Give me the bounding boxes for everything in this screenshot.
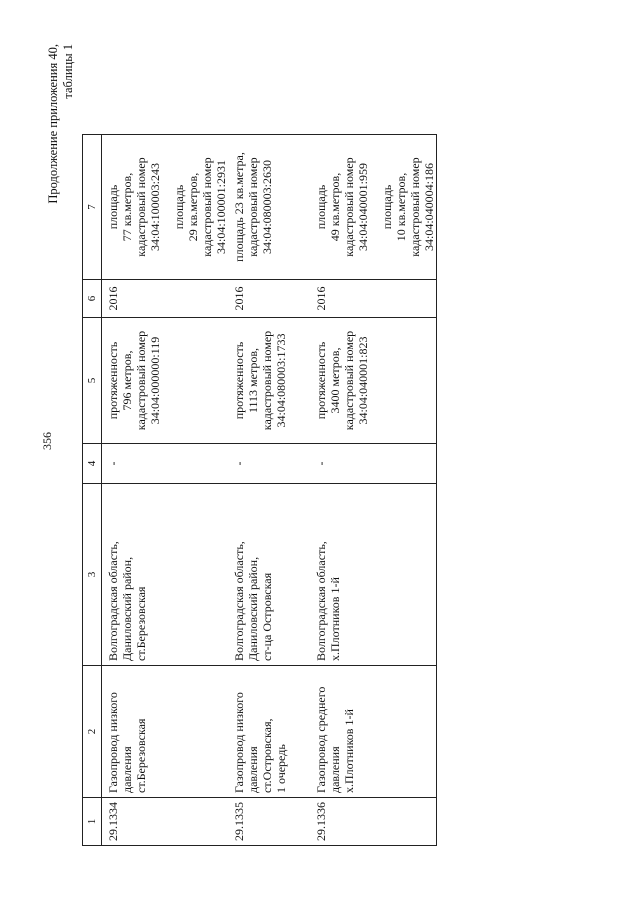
year: 2016	[228, 280, 310, 318]
land-plot-line: площадь 23 кв.метра,	[232, 152, 246, 262]
object-length	[310, 318, 437, 444]
object-address-line: Волгоградская область,	[314, 541, 328, 661]
row-number: 29.1334	[102, 798, 229, 846]
object-length-line: кадастровый номер	[342, 330, 356, 431]
land-plot-line: кадастровый номер	[246, 157, 260, 257]
col-header: 7	[83, 135, 102, 280]
object-length-line: 34:04:040001:823	[356, 336, 370, 425]
object-length-line: 34:04:000000:119	[148, 336, 162, 425]
object-address	[310, 484, 437, 666]
year: 2016	[310, 280, 437, 318]
object-name	[102, 666, 229, 798]
object-length-line: кадастровый номер	[260, 330, 274, 431]
object-length-line: 1113 метров,	[246, 347, 260, 414]
land-plots	[310, 135, 437, 280]
object-length-line: кадастровый номер	[134, 330, 148, 431]
table-heading	[46, 44, 76, 204]
heading-line-1: Продолжение приложения 40,	[46, 44, 60, 204]
land-plot-line: кадастровый номер	[408, 157, 422, 257]
col-header: 6	[83, 280, 102, 318]
table-row	[102, 135, 229, 846]
land-plot-line: кадастровый номер	[134, 157, 148, 257]
year: 2016	[102, 280, 229, 318]
object-length-line: протяженность	[232, 341, 246, 420]
page-number: 356	[40, 432, 54, 450]
object-name	[228, 666, 310, 798]
object-length-line: 34:04:080003:1733	[274, 333, 288, 428]
land-plot-line: 34:04:040001:959	[356, 163, 370, 252]
table-row	[310, 135, 437, 846]
col-header: 4	[83, 444, 102, 484]
object-name-line: Газопровод низкого	[106, 692, 120, 793]
land-plot-line: 77 кв.метров,	[120, 172, 134, 242]
object-length-line: протяженность	[106, 341, 120, 420]
land-plot-line: кадастровый номер	[200, 157, 214, 257]
column-4-value: -	[228, 444, 310, 484]
col-header: 1	[83, 798, 102, 846]
object-address-line: Волгоградская область,	[232, 541, 246, 661]
land-plot-line: площадь	[172, 184, 186, 230]
object-address-line: ст-ца Островская	[260, 572, 274, 661]
column-number-row	[83, 135, 102, 846]
object-length	[228, 318, 310, 444]
land-plot-line: 34:04:040004:186	[422, 163, 436, 252]
land-plots	[102, 135, 229, 280]
object-name-line: ст.Островская,	[260, 718, 274, 793]
land-plot-note	[106, 139, 162, 275]
land-plot-line: 10 кв.метров,	[394, 172, 408, 242]
object-name-line: х.Плотников 1-й	[342, 709, 356, 793]
land-plot-note	[172, 139, 228, 275]
land-plot-note	[314, 139, 370, 275]
land-plot-line: 34:04:100003:243	[148, 163, 162, 252]
object-name-line: Газопровод среднего	[314, 686, 328, 793]
land-plot-line: 34:04:080003:2630	[260, 160, 274, 255]
land-plots	[228, 135, 310, 280]
object-address-line: х.Плотников 1-й	[328, 577, 342, 661]
land-plot-line: кадастровый номер	[342, 157, 356, 257]
object-name-line: давления	[328, 746, 342, 793]
object-address-line: Даниловский район,	[120, 556, 134, 661]
object-name-line: давления	[120, 746, 134, 793]
land-plot-line: площадь	[106, 184, 120, 230]
object-length-line: протяженность	[314, 341, 328, 420]
land-plot-note	[232, 139, 274, 275]
object-length	[102, 318, 229, 444]
rotated-page	[32, 40, 632, 900]
row-number: 29.1336	[310, 798, 437, 846]
objects-table	[82, 134, 437, 846]
object-name-line: ст.Березовская	[134, 718, 148, 793]
object-length-line: 3400 метров,	[328, 347, 342, 414]
column-4-value: -	[310, 444, 437, 484]
object-address-line: Волгоградская область,	[106, 541, 120, 661]
land-plot-line: 29 кв.метров,	[186, 172, 200, 242]
land-plot-line: площадь	[380, 184, 394, 230]
table-row	[228, 135, 310, 846]
col-header: 5	[83, 318, 102, 444]
object-length-line: 796 метров,	[120, 350, 134, 411]
land-plot-line: 49 кв.метров,	[328, 172, 342, 242]
object-address	[102, 484, 229, 666]
row-number: 29.1335	[228, 798, 310, 846]
object-name-line: давления	[246, 746, 260, 793]
column-4-value: -	[102, 444, 229, 484]
object-address-line: ст.Березовская	[134, 586, 148, 661]
land-plot-note	[380, 139, 436, 275]
heading-line-2: таблицы 1	[61, 44, 75, 99]
object-address	[228, 484, 310, 666]
col-header: 3	[83, 484, 102, 666]
object-name	[310, 666, 437, 798]
object-address-line: Даниловский район,	[246, 556, 260, 661]
col-header: 2	[83, 666, 102, 798]
object-name-line: Газопровод низкого	[232, 692, 246, 793]
land-plot-line: площадь	[314, 184, 328, 230]
land-plot-line: 34:04:100001:2931	[214, 160, 228, 255]
object-name-line: 1 очередь	[274, 744, 288, 793]
